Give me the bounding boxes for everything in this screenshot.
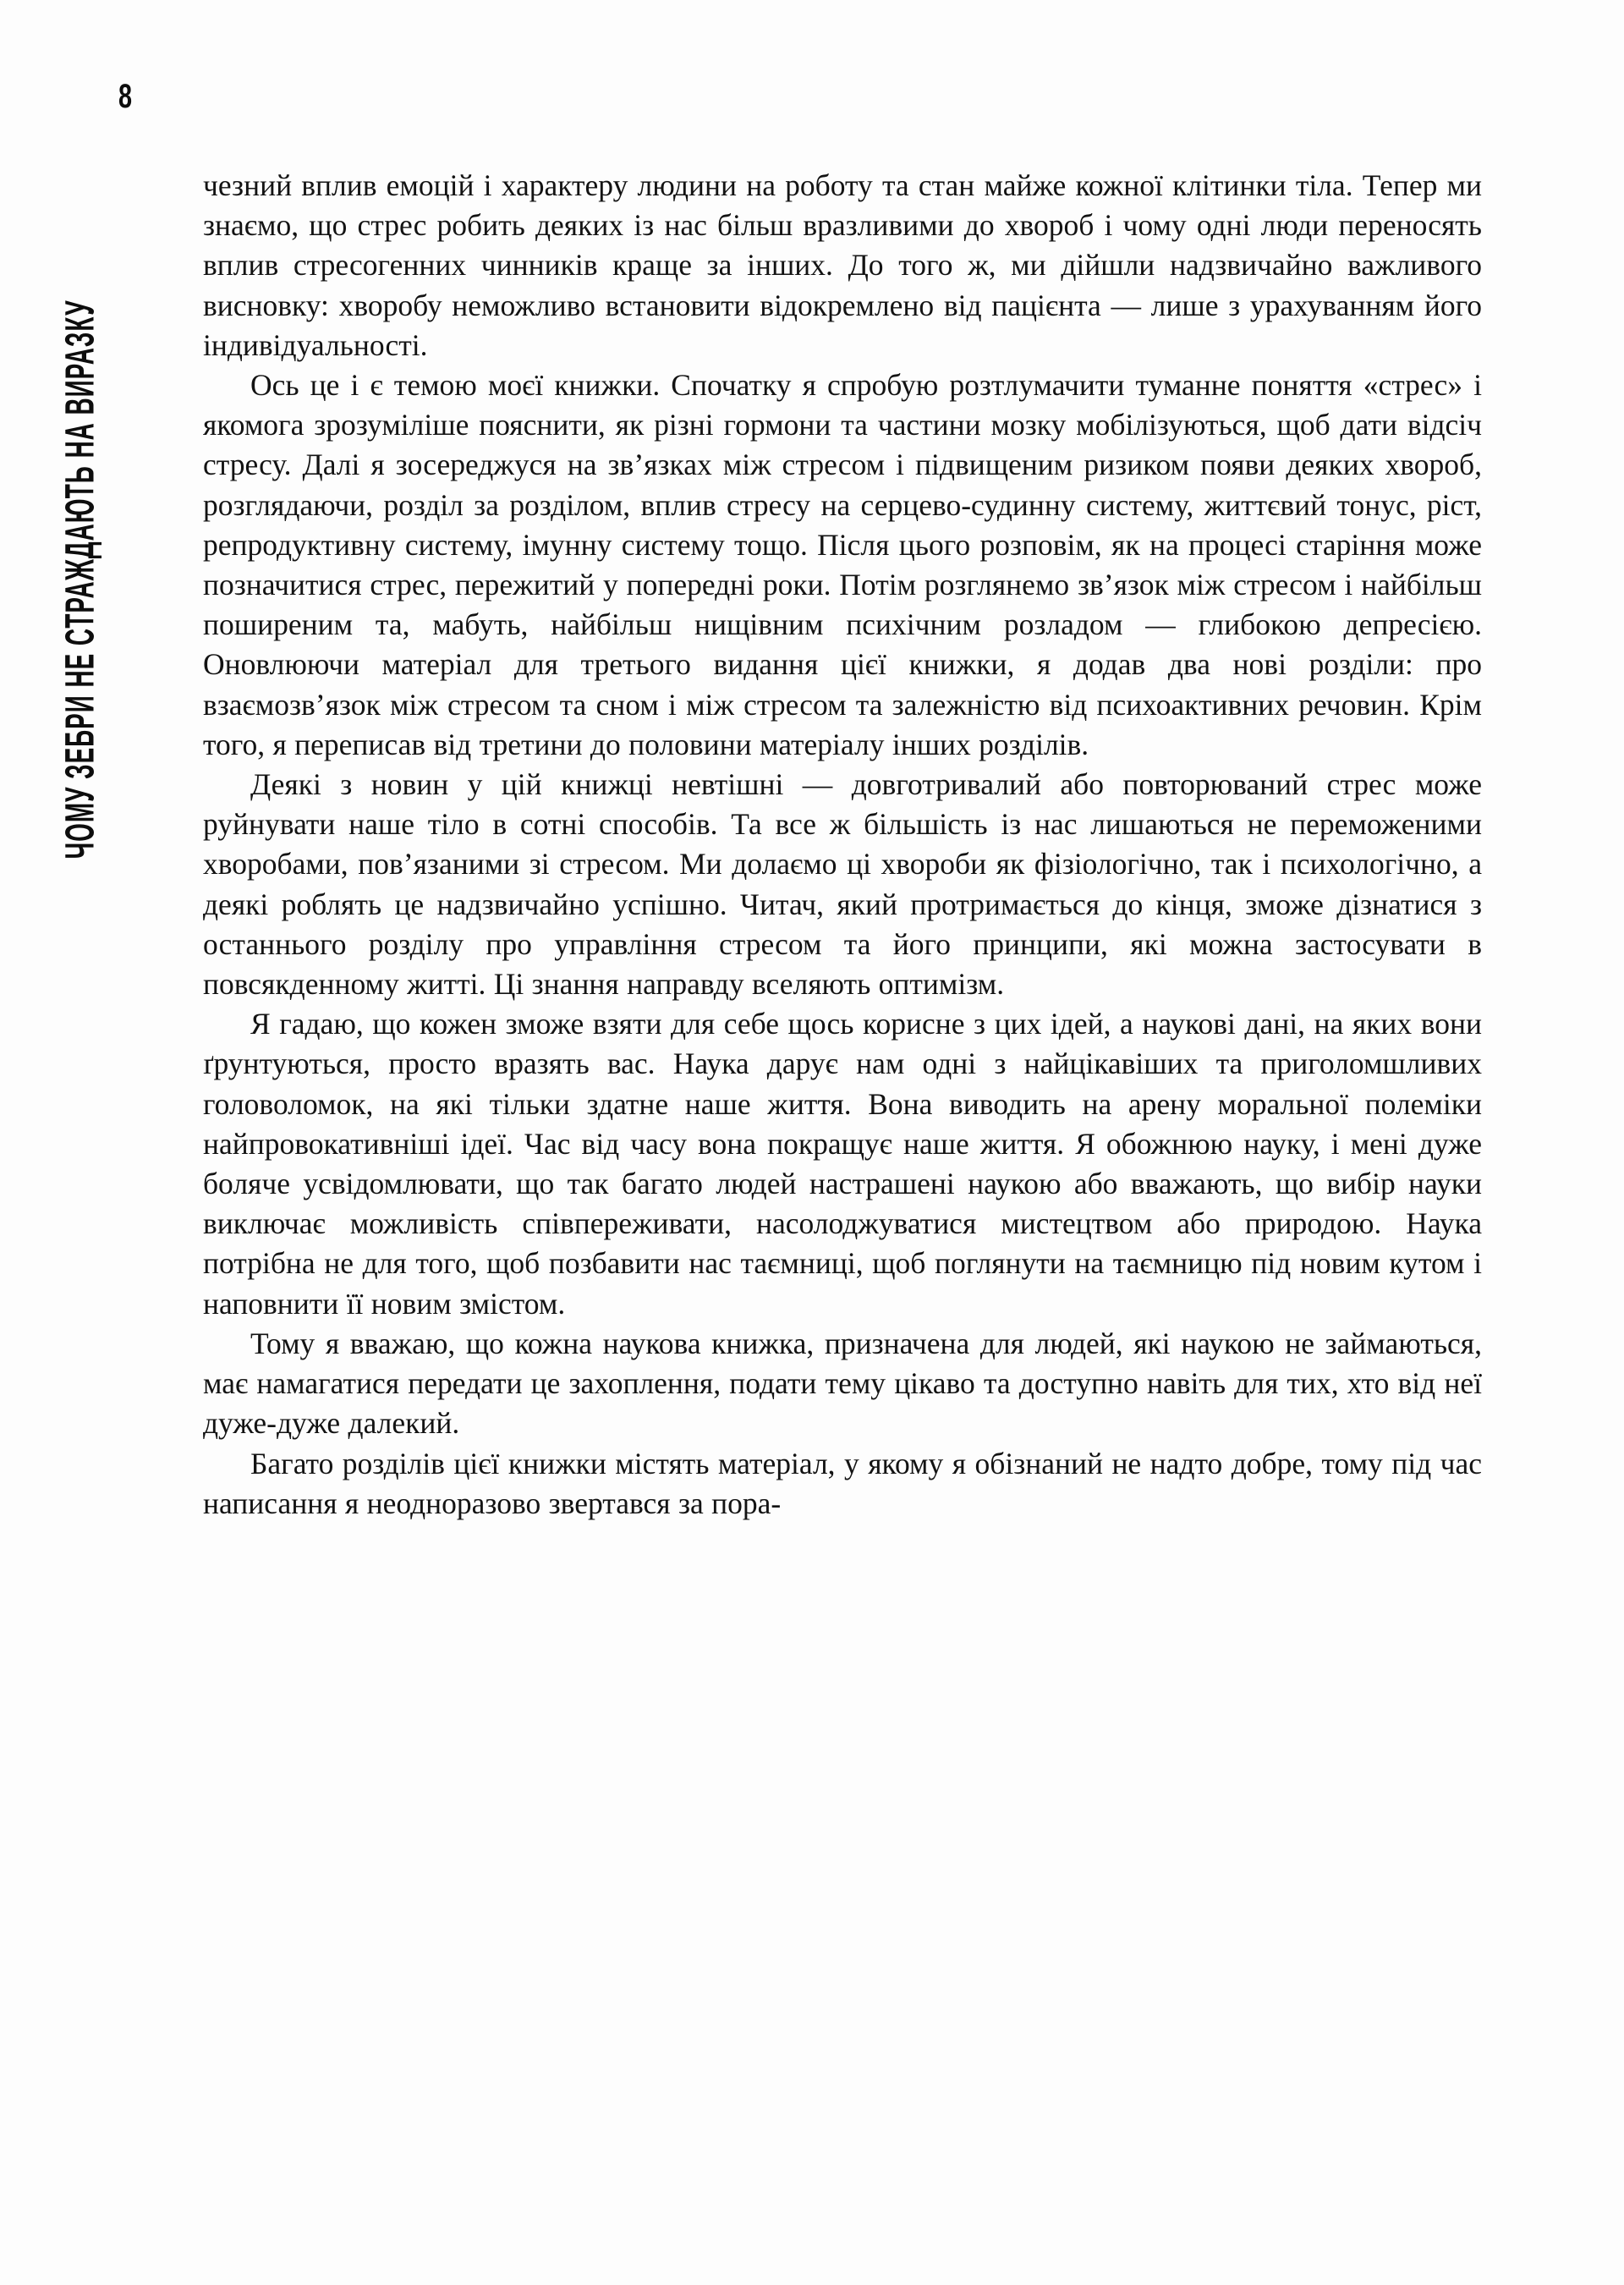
paragraph: Ось це і є темою моєї книжки. Спочатку я спробую розтлумачити туманне поняття «стрес» і якомога зрозуміліше пояснити, як різні гормони та частини мозку мобілізуються, щоб дати відсіч стресу. Далі я зосереджуся на зв’язках між стресом і підвищеним ризиком появи деяких хвороб, розглядаючи, розділ за розділом, вплив стресу на серцево-судинну систему, життєвий тонус, ріст, репродуктивну систему, імунну систему тощо. Після цього розповім, як на процесі старіння може позначитися стрес, пережитий у попередні роки. Потім розглянемо зв’язок між стресом і найбільш поширеним та, мабуть, найбільш нищівним психічним розладом — глибокою депресією. Оновлюючи матеріал для третього видання цієї книжки, я додав два нові розділи: про взаємозв’язок між стресом та сном і між стресом та залежністю від психоактивних речовин. Крім того, я переписав від третини до половини матеріалу інших розділів.	[203, 368, 1482, 761]
running-head	[0, 152, 161, 1007]
paragraph: Тому я вважаю, що кожна наукова книжка, призначена для людей, які наукою не займаються, має намагатися передати це захоплення, подати тему цікаво та доступно навіть для тих, хто від неї дуже-дуже далекий.	[203, 1326, 1482, 1441]
paragraph: Я гадаю, що кожен зможе взяти для себе щось корисне з цих ідей, а наукові дані, на яких вони ґрунтуються, просто вразять вас. Наука дарує нам одні з найцікавіших та приголомшливих головоломок, на які тільки здатне наше життя. Вона виводить на арену моральної полеміки найпровокативніші ідеї. Час від часу вона покращує наше життя. Я обожнюю науку, і мені дуже боляче усвідомлювати, що так багато людей настрашені наукою або вважають, що вибір науки виключає можливість співпереживати, насолоджуватися мистецтвом або природою. Наука потрібна не для того, щоб позбавити нас таємниці, щоб поглянути на таємницю під новим кутом і наповнити її новим змістом.	[203, 1007, 1482, 1321]
paragraph: чезний вплив емоцій і характеру людини на роботу та стан майже кожної клітинки тіла. Тепер ми знаємо, що стрес робить деяких із нас більш вразливими до хвороб і чому одні люди переносять вплив стресогенних чинників краще за інших. До того ж, ми дійшли надзвичайно важливого висновку: хворобу неможливо встановити відокремлено від пацієнта — лише з урахуванням його індивідуальності.	[203, 168, 1482, 362]
running-head-label: ЧОМУ ЗЕБРИ НЕ СТРАЖДАЮТЬ НА ВИРАЗКУ	[58, 299, 103, 860]
running-head-text	[58, 239, 103, 920]
paragraph: Деякі з новин у цій книжці невтішні — довготривалий або повторюваний стрес може руйнувати наше тіло в сотні способів. Та все ж більшість із нас лишаються не переможеними хворобами, пов’язаними зі стресом. Ми долаємо ці хвороби як фізіологічно, так і психологічно, а деякі роблять це надзвичайно успішно. Читач, який протримається до кінця, зможе дізнатися з останнього розділу про управління стресом та його принципи, які можна застосувати в повсякденному житті. Ці знання направду вселяють оптимізм.	[203, 767, 1482, 1002]
body-text-column	[203, 166, 1482, 1524]
paragraph: Багато розділів цієї книжки містять матеріал, у якому я обізнаний не надто добре, тому під час написання я неодноразово звертався за пора-	[203, 1446, 1482, 1520]
page-number: 8	[118, 78, 133, 115]
